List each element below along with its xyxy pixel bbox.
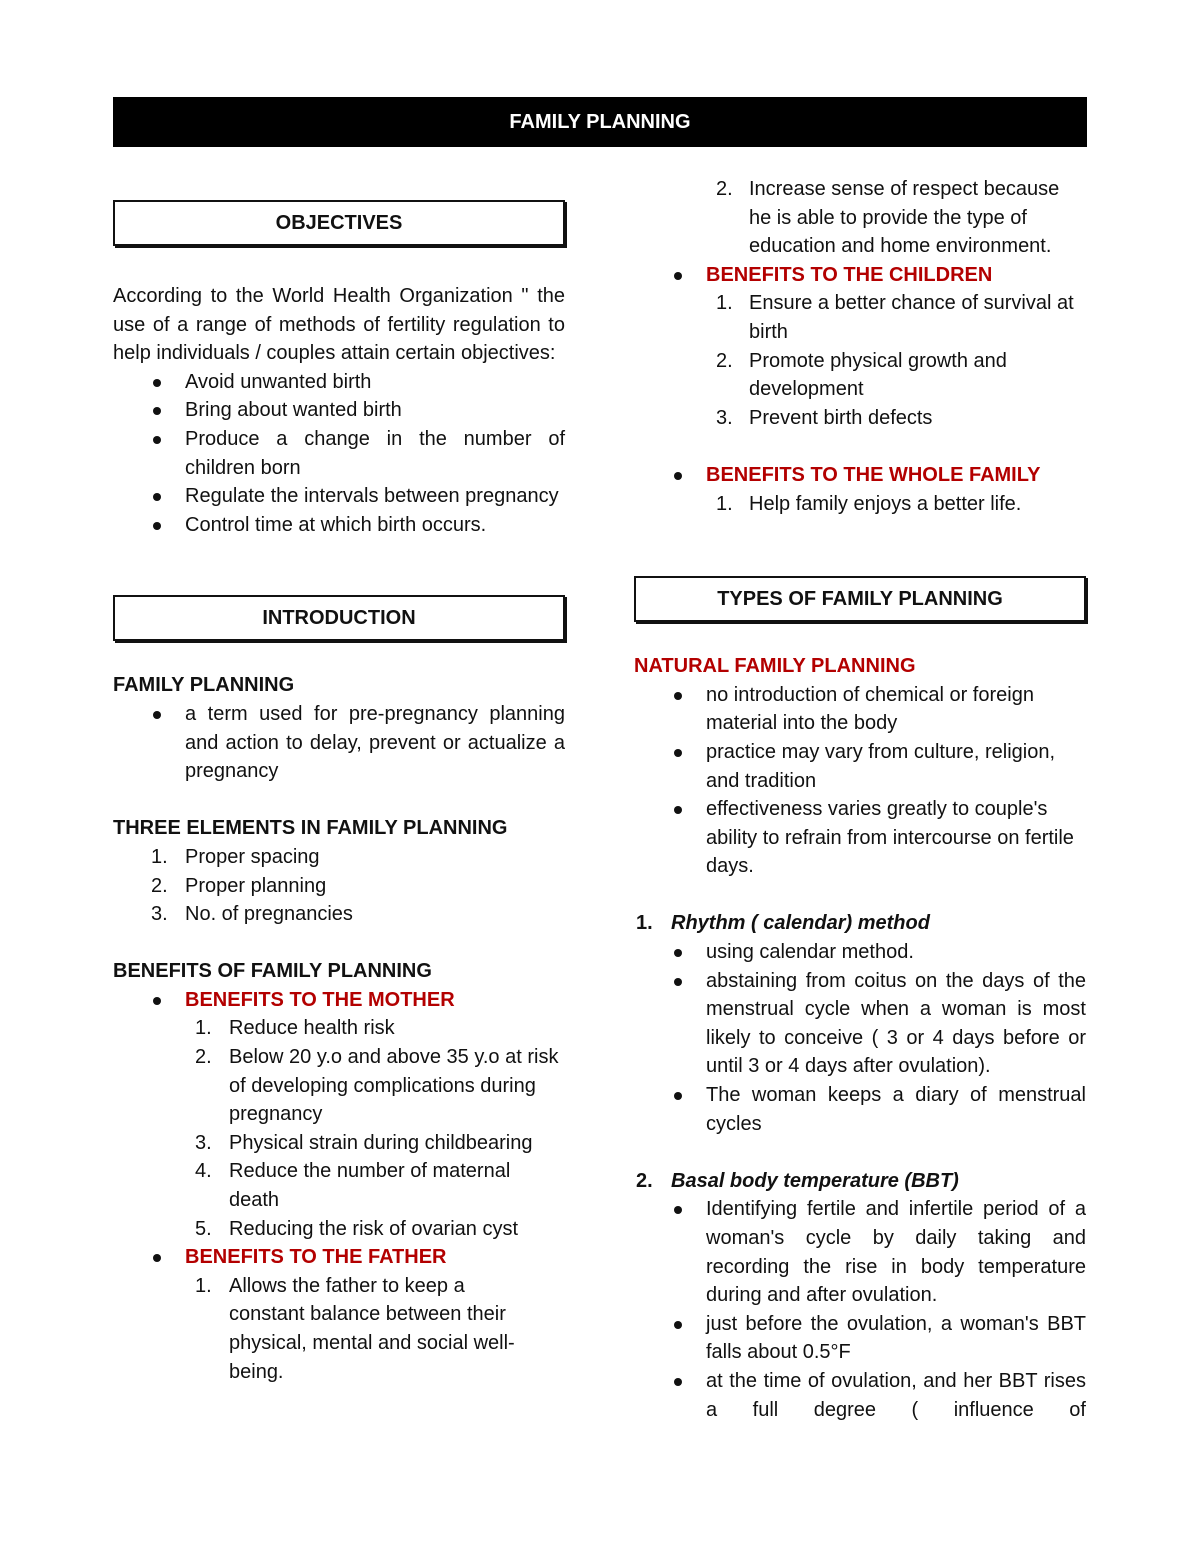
list-item: a term used for pre-pregnancy planning and action to delay, prevent or actualize a pregnancy	[113, 700, 565, 786]
benefits-family-heading: BENEFITS TO THE WHOLE FAMILY	[634, 461, 1086, 490]
objectives-intro: According to the World Health Organization " the use of a range of methods of fertility regulation to help individuals / couples attain certain objectives:	[113, 285, 565, 365]
list-item: 1. Ensure a better chance of survival at birth	[716, 292, 1074, 343]
list-item: The woman keeps a diary of menstrual cycles	[634, 1081, 1086, 1138]
objectives-list	[113, 368, 565, 540]
list-item: 5. Reducing the risk of ovarian cyst	[195, 1217, 519, 1240]
bbt-number: 2.	[636, 1169, 653, 1192]
family-planning-heading: FAMILY PLANNING	[113, 674, 295, 697]
bbt-heading	[634, 1167, 1086, 1196]
benefits-heading: BENEFITS OF FAMILY PLANNING	[113, 960, 432, 983]
rhythm-list	[634, 938, 1086, 1138]
introduction-header: INTRODUCTION	[113, 595, 565, 641]
three-elements-heading: THREE ELEMENTS IN FAMILY PLANNING	[113, 817, 508, 840]
list-item: 2. Increase sense of respect because he is able to provide the type of education and home environment.	[716, 178, 1060, 258]
rhythm-method-heading	[634, 909, 1086, 938]
benefits-mother-group	[113, 986, 565, 1015]
list-item: 3. Physical strain during childbearing	[195, 1131, 533, 1154]
bbt-list	[634, 1195, 1086, 1424]
rhythm-number: 1.	[636, 912, 653, 935]
right-column	[634, 175, 1086, 1424]
list-item: Bring about wanted birth	[113, 396, 565, 425]
benefits-children-list	[634, 289, 1086, 432]
list-item: Identifying fertile and infertile period of a woman's cycle by daily taking and recording the rise in body temperature during and after ovulation.	[634, 1195, 1086, 1309]
list-item: Produce a change in the number of children born	[113, 425, 565, 482]
list-item: just before the ovulation, a woman's BBT falls about 0.5°F	[634, 1310, 1086, 1367]
list-item: 2. Promote physical growth and development	[716, 349, 1007, 401]
list-item: 2. Below 20 y.o and above 35 y.o at risk of developing complications during pregnancy	[195, 1046, 559, 1126]
list-item: 1. Reduce health risk	[195, 1017, 395, 1040]
list-item: using calendar method.	[634, 938, 1086, 967]
list-item: 4. Reduce the number of maternal death	[195, 1160, 511, 1212]
list-item: Regulate the intervals between pregnancy	[113, 482, 565, 511]
bbt-title: Basal body temperature (BBT)	[671, 1169, 959, 1192]
benefits-family-group	[634, 461, 1086, 490]
benefits-father-list	[113, 1272, 565, 1386]
list-item: 3. No. of pregnancies	[151, 903, 353, 926]
list-item: effectiveness varies greatly to couple's ability to refrain from intercourse on fertile days.	[634, 795, 1086, 881]
list-item: 1. Proper spacing	[151, 845, 320, 868]
document-title: FAMILY PLANNING	[113, 97, 1087, 147]
rhythm-title: Rhythm ( calendar) method	[671, 912, 930, 935]
list-item: no introduction of chemical or foreign material into the body	[634, 681, 1086, 738]
left-column	[113, 200, 565, 1386]
list-item: at the time of ovulation, and her BBT rises a full degree ( influence of	[634, 1367, 1086, 1424]
list-item: Avoid unwanted birth	[113, 368, 565, 397]
benefits-father-list-continued	[634, 175, 1086, 261]
benefits-father-group	[113, 1243, 565, 1272]
types-header: TYPES OF FAMILY PLANNING	[634, 576, 1086, 622]
list-item: 2. Proper planning	[151, 874, 327, 897]
list-item: 3. Prevent birth defects	[716, 406, 933, 429]
natural-list	[634, 681, 1086, 881]
list-item: practice may vary from culture, religion, and tradition	[634, 738, 1086, 795]
list-item: abstaining from coitus on the days of the menstrual cycle when a woman is most likely to conceive ( 3 or 4 days before or until 3 or 4 days after ovulation).	[634, 967, 1086, 1081]
list-item: Control time at which birth occurs.	[113, 511, 565, 540]
three-elements-list	[113, 843, 565, 929]
benefits-father-heading: BENEFITS TO THE FATHER	[113, 1243, 565, 1272]
benefits-family-list	[634, 490, 1086, 519]
benefits-mother-list	[113, 1014, 565, 1243]
list-item: 1. Allows the father to keep a constant balance between their physical, mental and social well-being.	[195, 1274, 515, 1383]
family-planning-list	[113, 700, 565, 786]
list-item: 1. Help family enjoys a better life.	[716, 492, 1022, 515]
benefits-children-heading: BENEFITS TO THE CHILDREN	[634, 261, 1086, 290]
objectives-header: OBJECTIVES	[113, 200, 565, 246]
benefits-mother-heading: BENEFITS TO THE MOTHER	[113, 986, 565, 1015]
benefits-children-group	[634, 261, 1086, 290]
natural-family-planning-heading: NATURAL FAMILY PLANNING	[634, 655, 916, 678]
